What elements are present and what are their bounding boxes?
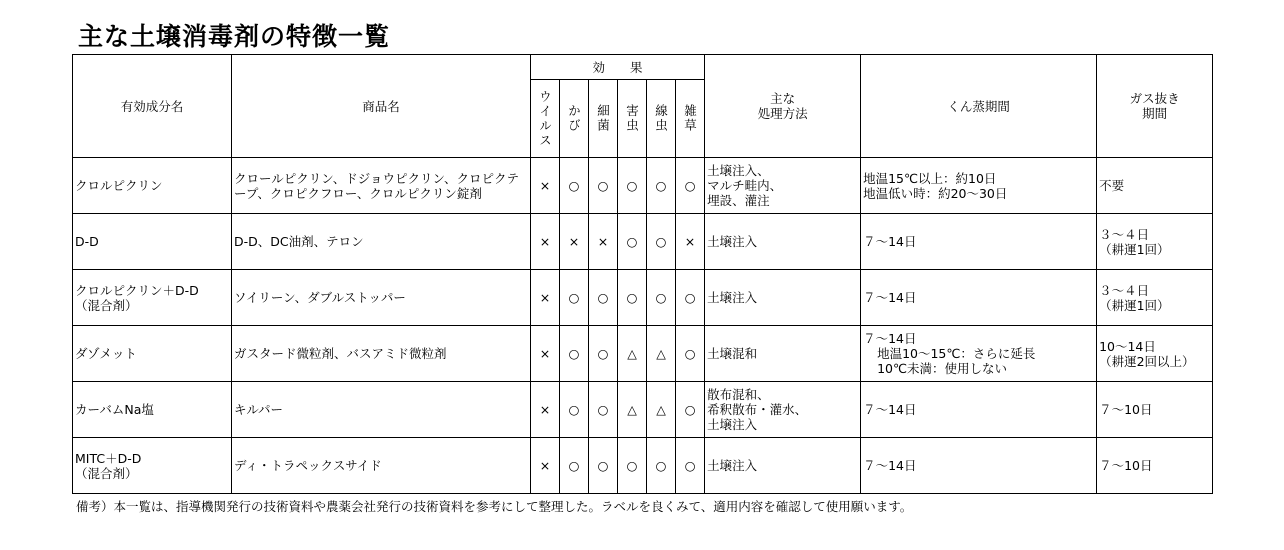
table-row (73, 326, 1213, 382)
product-cell: ソイリーン、ダブルストッパー (232, 270, 531, 326)
effect-cell: ○ (560, 158, 589, 214)
effect-cell: × (531, 326, 560, 382)
ingredient-cell: ダゾメット (73, 326, 232, 382)
effect-cell: ○ (589, 158, 618, 214)
effect-cell: × (531, 382, 560, 438)
method-cell: 土壌混和 (705, 326, 861, 382)
effect-cell: ○ (676, 438, 705, 494)
effect-cell: ○ (589, 382, 618, 438)
degas-cell: ３～４日 （耕運1回） (1097, 270, 1213, 326)
effect-cell: ○ (618, 214, 647, 270)
ingredient-cell: カーバムNa塩 (73, 382, 232, 438)
ingredient-cell: クロルピクリン (73, 158, 232, 214)
header-method: 主な 処理方法 (705, 55, 861, 158)
effect-cell: △ (647, 326, 676, 382)
effect-cell: × (560, 214, 589, 270)
effect-cell: × (531, 438, 560, 494)
header-effect-pest: 害虫 (618, 80, 647, 158)
header-effect: 効 果 (531, 55, 705, 80)
effect-cell: ○ (589, 438, 618, 494)
header-ingredient: 有効成分名 (73, 55, 232, 158)
effect-cell: ○ (676, 270, 705, 326)
effect-cell: ○ (618, 270, 647, 326)
header-effect-weed: 雑草 (676, 80, 705, 158)
header-fumigation: くん蒸期間 (861, 55, 1097, 158)
table-row (73, 382, 1213, 438)
fumigation-cell: 地温15℃以上：約10日 地温低い時：約20～30日 (861, 158, 1097, 214)
table-row (73, 270, 1213, 326)
fumigation-cell (861, 326, 1097, 382)
table-row (73, 438, 1213, 494)
method-cell: 土壌注入 (705, 270, 861, 326)
effect-cell: ○ (647, 270, 676, 326)
effect-cell: ○ (560, 438, 589, 494)
product-cell: クロールピクリン、ドジョウピクリン、クロピクテープ、クロピクフロー、クロルピクリン錠剤 (232, 158, 531, 214)
product-cell: ディ・トラペックスサイド (232, 438, 531, 494)
effect-cell: △ (618, 382, 647, 438)
product-cell: キルパー (232, 382, 531, 438)
effect-cell: × (589, 214, 618, 270)
footnote: 備考）本一覧は、指導機関発行の技術資料や農薬会社発行の技術資料を参考にして整理した。ラベルを良くみて、適用内容を確認して使用願います。 (76, 499, 913, 514)
method-cell: 散布混和、 希釈散布・灌水、 土壌注入 (705, 382, 861, 438)
disinfectant-table (72, 54, 1213, 494)
method-cell: 土壌注入、 マルチ畦内、 埋設、灌注 (705, 158, 861, 214)
degas-cell: 不要 (1097, 158, 1213, 214)
effect-cell: × (531, 270, 560, 326)
table-row (73, 158, 1213, 214)
fumigation-cell: ７～14日 (861, 270, 1097, 326)
ingredient-cell: MITC＋D-D （混合剤） (73, 438, 232, 494)
effect-cell: ○ (676, 382, 705, 438)
effect-cell: ○ (589, 326, 618, 382)
header-effect-mold: かび (560, 80, 589, 158)
effect-cell: ○ (618, 438, 647, 494)
effect-cell: ○ (676, 326, 705, 382)
method-cell: 土壌注入 (705, 438, 861, 494)
ingredient-cell: D-D (73, 214, 232, 270)
fumigation-cell: ７～14日 (861, 438, 1097, 494)
effect-cell: ○ (560, 382, 589, 438)
degas-cell: ７～10日 (1097, 382, 1213, 438)
product-cell: ガスタード微粒剤、バスアミド微粒剤 (232, 326, 531, 382)
degas-cell: 10～14日 （耕運2回以上） (1097, 326, 1213, 382)
effect-cell: ○ (589, 270, 618, 326)
effect-cell: ○ (647, 214, 676, 270)
effect-cell: × (531, 214, 560, 270)
product-cell: D-D、DC油剤、テロン (232, 214, 531, 270)
header-degas: ガス抜き 期間 (1097, 55, 1213, 158)
effect-cell: × (676, 214, 705, 270)
effect-cell: ○ (560, 326, 589, 382)
page-title: 主な土壌消毒剤の特徴一覧 (78, 22, 391, 51)
effect-cell: △ (618, 326, 647, 382)
effect-cell: ○ (647, 438, 676, 494)
fumigation-main: ７～14日 (863, 331, 917, 346)
effect-cell: ○ (647, 158, 676, 214)
degas-cell: ３～４日 （耕運1回） (1097, 214, 1213, 270)
table-row (73, 214, 1213, 270)
header-effect-virus: ウイルス (531, 80, 560, 158)
fumigation-cell: ７～14日 (861, 382, 1097, 438)
effect-cell: △ (647, 382, 676, 438)
method-cell: 土壌注入 (705, 214, 861, 270)
ingredient-cell: クロルピクリン＋D-D （混合剤） (73, 270, 232, 326)
header-effect-nematode: 線虫 (647, 80, 676, 158)
effect-cell: ○ (676, 158, 705, 214)
effect-cell: ○ (618, 158, 647, 214)
degas-cell: ７～10日 (1097, 438, 1213, 494)
effect-cell: × (531, 158, 560, 214)
header-effect-bacteria: 細菌 (589, 80, 618, 158)
header-product: 商品名 (232, 55, 531, 158)
effect-cell: ○ (560, 270, 589, 326)
fumigation-cell: ７～14日 (861, 214, 1097, 270)
fumigation-sub: 地温10～15℃：さらに延長 10℃未満：使用しない (877, 346, 1036, 376)
